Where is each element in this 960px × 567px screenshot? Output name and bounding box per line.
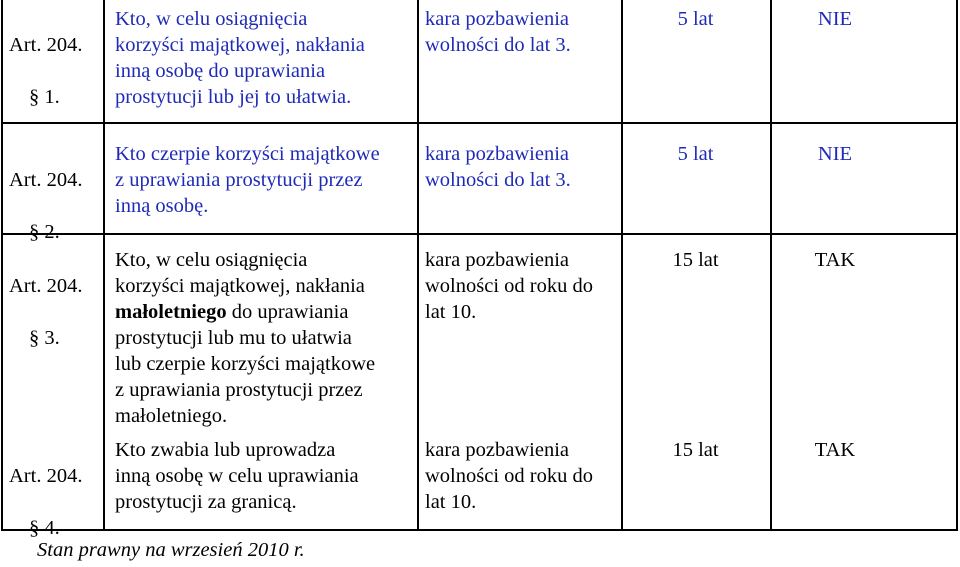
table-row-1-penalty: kara pozbawienia wolności do lat 3.	[425, 8, 571, 56]
paragraph-label: § 1.	[29, 86, 60, 108]
column-divider	[417, 0, 419, 529]
column-divider	[103, 0, 105, 529]
table-row-4-years: 15 lat	[672, 439, 719, 461]
table-row-2-description: Kto czerpie korzyści majątkowe z uprawiania prostytucji przez inną osobę.	[115, 143, 380, 217]
table-row-1-article	[9, 6, 99, 136]
table-row-1-description: Kto, w celu osiągnięcia korzyści majątkowej, nakłania inną osobę do uprawiania prostytucji lub jej to ułatwia.	[115, 8, 365, 108]
table-row-4-description: Kto zwabia lub uprowadza inną osobę w celu uprawiania prostytucji za granicą.	[115, 439, 359, 513]
article-label: Art. 204.	[9, 169, 83, 191]
table-row-2-penalty: kara pozbawienia wolności do lat 3.	[425, 143, 571, 191]
paragraph-label: § 3.	[29, 327, 60, 349]
table-row-2-flag: NIE	[817, 143, 853, 165]
table-row-3-years: 15 lat	[672, 249, 719, 271]
table-row-4-flag: TAK	[814, 439, 856, 461]
table-row-1-flag: NIE	[817, 8, 853, 30]
table-row-4-penalty: kara pozbawienia wolności od roku do lat 10.	[425, 439, 593, 513]
article-label: Art. 204.	[9, 34, 83, 56]
article-label: Art. 204.	[9, 275, 83, 297]
row-divider	[3, 122, 956, 124]
row-divider	[3, 233, 956, 235]
article-label: Art. 204.	[9, 465, 83, 487]
table-row-3-flag: TAK	[814, 249, 856, 271]
table-row-3-description	[115, 247, 415, 429]
table-row-1-years: 5 lat	[677, 8, 714, 30]
description-emphasis: małoletniego	[115, 301, 227, 323]
paragraph-label: § 2.	[29, 221, 60, 243]
table-row-2-years: 5 lat	[677, 143, 714, 165]
table-row-3-article	[9, 247, 99, 377]
table-row-3-penalty: kara pozbawienia wolności od roku do lat 10.	[425, 249, 593, 323]
paragraph-label: § 4.	[29, 517, 60, 539]
footer-note: Stan prawny na wrzesień 2010 r.	[37, 539, 305, 561]
description-text: do uprawiania prostytucji lub mu to ułatwia lub czerpie korzyści majątkowe z uprawiania prostytucji przez małoletniego.	[115, 301, 376, 427]
description-text: Kto, w celu osiągnięcia korzyści majątkowej, nakłania	[115, 249, 365, 297]
